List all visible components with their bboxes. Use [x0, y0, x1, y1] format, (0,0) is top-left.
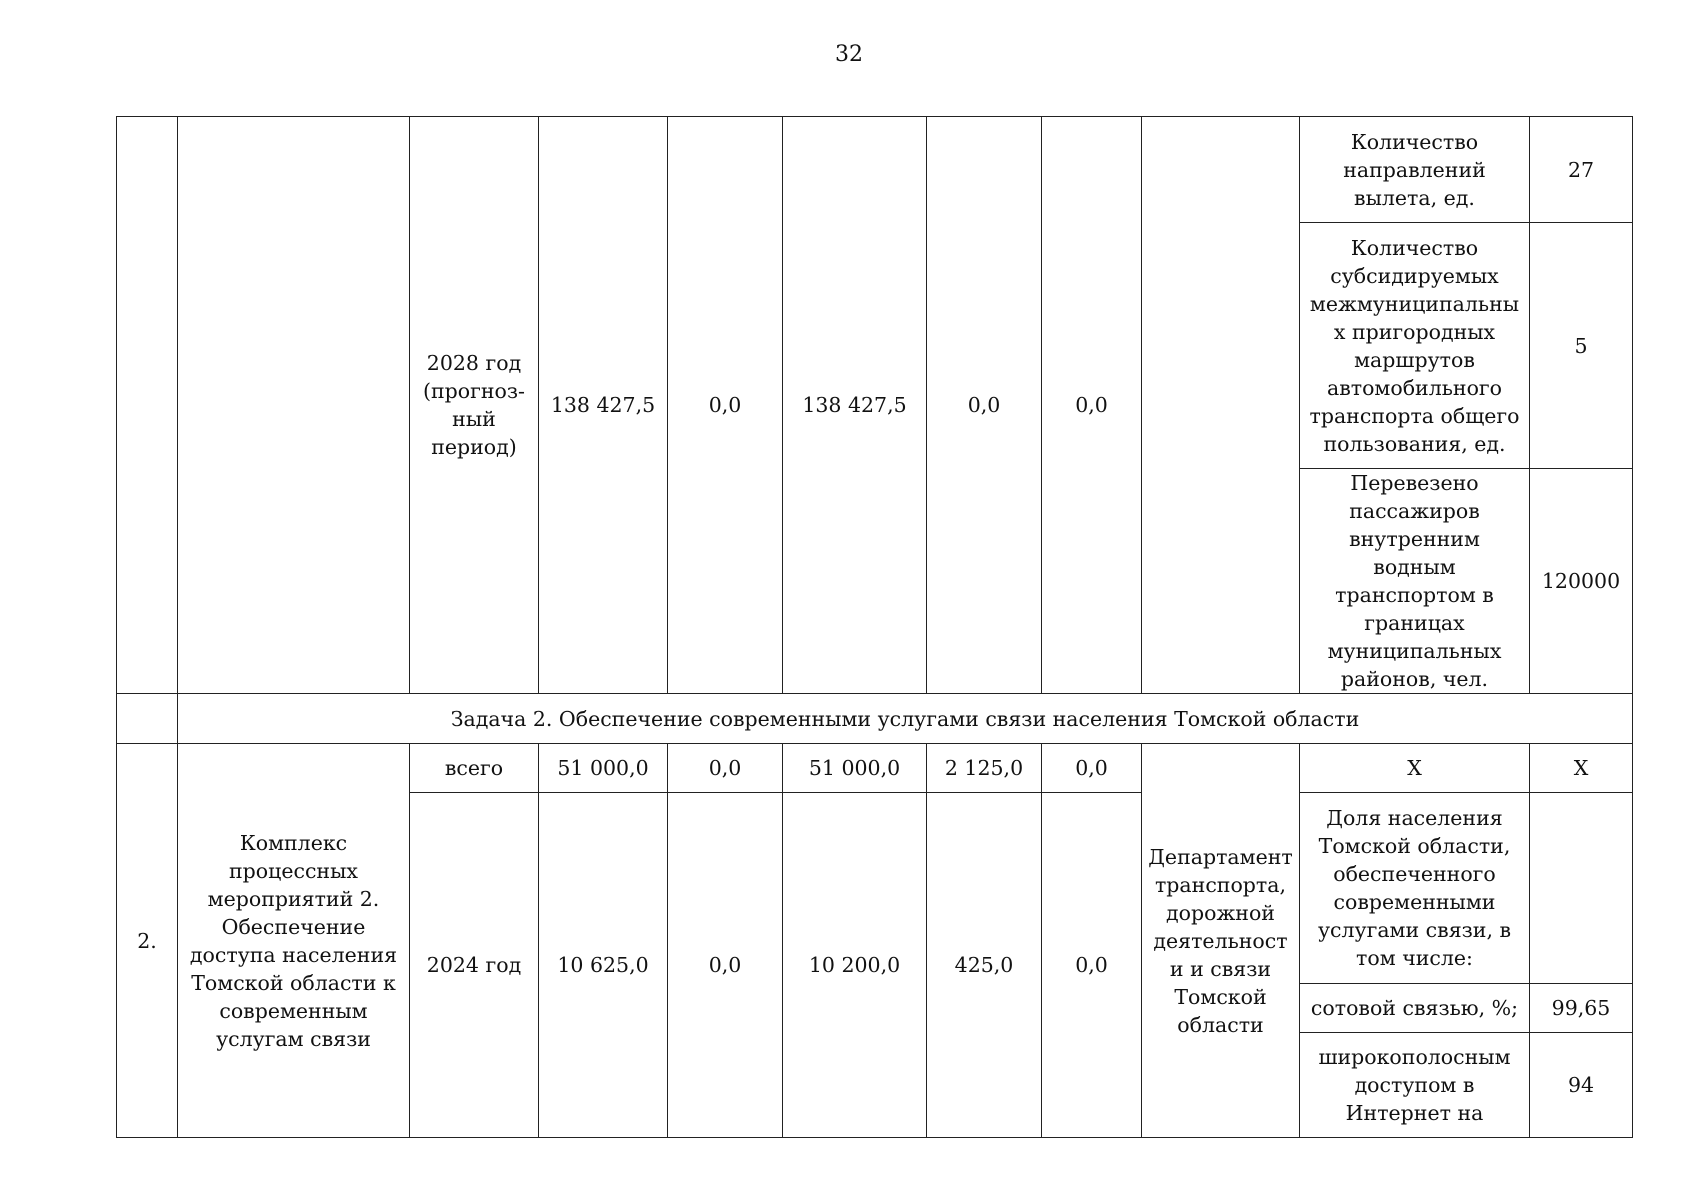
- indicator-name: Количество направлений вылета, ед.: [1300, 117, 1530, 223]
- x-mark: X: [1300, 744, 1530, 793]
- other-cell: 0,0: [1042, 744, 1142, 793]
- indicator-name: Доля населения Томской области, обеспеченного современными услугами связи, в том числе:: [1300, 793, 1530, 984]
- regional-cell: 138 427,5: [783, 117, 927, 694]
- federal-cell: 0,0: [668, 793, 783, 1138]
- name-cell: [178, 117, 410, 694]
- local-cell: 2 125,0: [927, 744, 1042, 793]
- period-cell: 2024 год: [410, 793, 539, 1138]
- total-cell: 51 000,0: [539, 744, 668, 793]
- executor-cell: Департамент транспорта, дорожной деятельности и связи Томской области: [1142, 744, 1300, 1138]
- total-cell: 138 427,5: [539, 117, 668, 694]
- executor-cell: [1142, 117, 1300, 694]
- page-number: 32: [835, 42, 863, 67]
- indicator-value: [1530, 793, 1633, 984]
- indicator-value: 94: [1530, 1033, 1633, 1138]
- local-cell: 0,0: [927, 117, 1042, 694]
- regional-cell: 51 000,0: [783, 744, 927, 793]
- indicator-value: 99,65: [1530, 984, 1633, 1033]
- indicator-name: сотовой связью, %;: [1300, 984, 1530, 1033]
- other-cell: 0,0: [1042, 117, 1142, 694]
- federal-cell: 0,0: [668, 744, 783, 793]
- indicator-name: широкополосным доступом в Интернет на: [1300, 1033, 1530, 1138]
- regional-cell: 10 200,0: [783, 793, 927, 1138]
- federal-cell: 0,0: [668, 117, 783, 694]
- indicator-value: 27: [1530, 117, 1633, 223]
- table-row: [117, 117, 1633, 223]
- name-cell: Комплекс процессных мероприятий 2. Обеспечение доступа населения Томской области к современным услугам связи: [178, 744, 410, 1138]
- x-mark: X: [1530, 744, 1633, 793]
- indicator-name: Перевезено пассажиров внутренним водным транспортом в границах муниципальных районов, чел.: [1300, 469, 1530, 694]
- other-cell: 0,0: [1042, 793, 1142, 1138]
- program-table: [116, 116, 1633, 1138]
- number-cell: [117, 117, 178, 694]
- indicator-name: Количество субсидируемых межмуниципальных пригородных маршрутов автомобильного транспорта общего пользования, ед.: [1300, 223, 1530, 469]
- task-title: Задача 2. Обеспечение современными услугами связи населения Томской области: [178, 694, 1633, 744]
- period-cell: всего: [410, 744, 539, 793]
- task-row: [117, 694, 1633, 744]
- indicator-value: 5: [1530, 223, 1633, 469]
- period-cell: 2028 год (прогноз-ный период): [410, 117, 539, 694]
- table-row: [117, 744, 1633, 793]
- number-cell: [117, 694, 178, 744]
- indicator-value: 120000: [1530, 469, 1633, 694]
- number-cell: 2.: [117, 744, 178, 1138]
- total-cell: 10 625,0: [539, 793, 668, 1138]
- local-cell: 425,0: [927, 793, 1042, 1138]
